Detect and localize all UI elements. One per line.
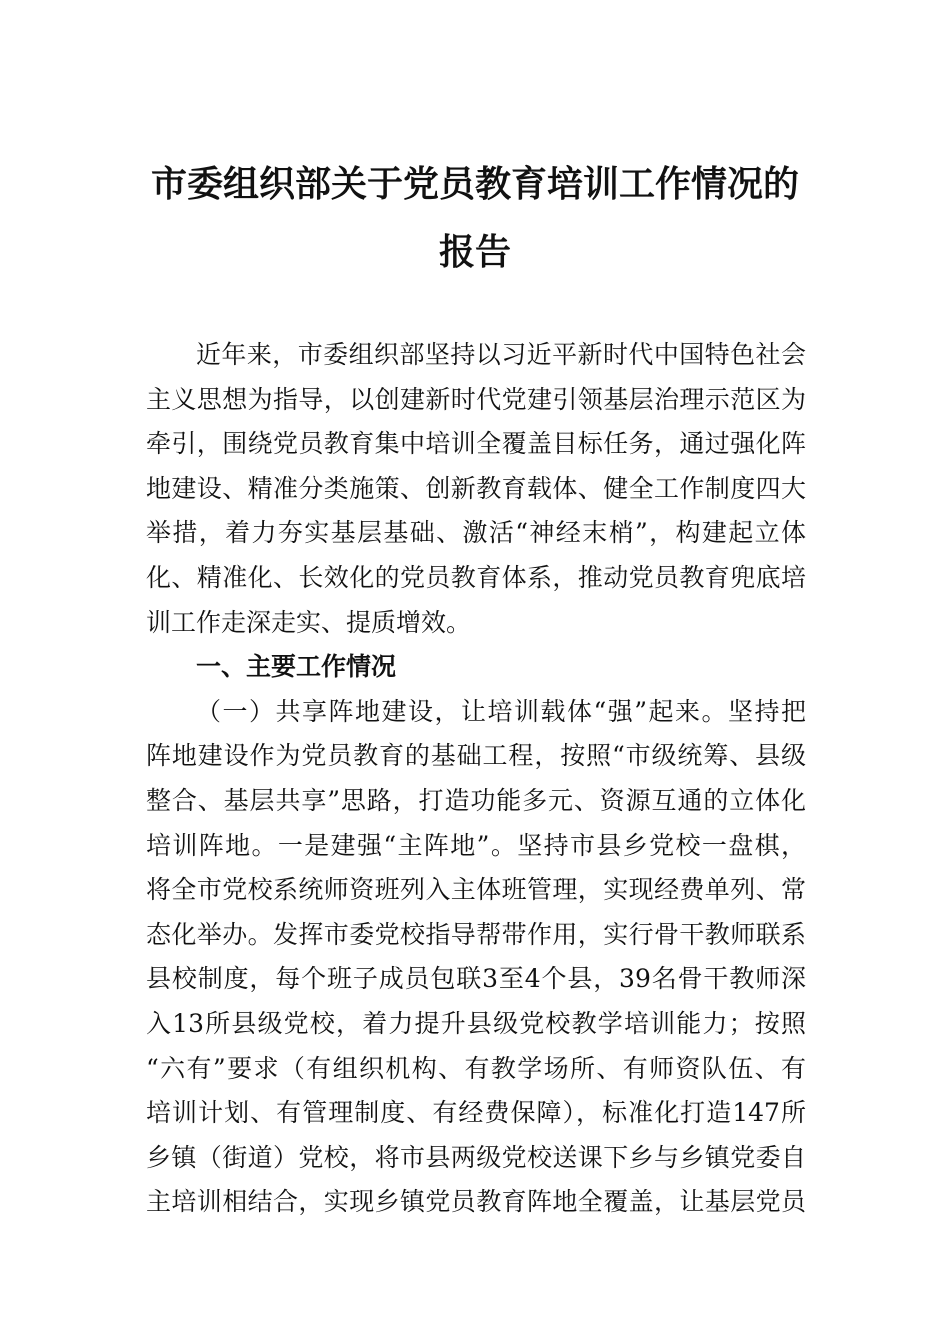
section-line: 县校制度，每个班子成员包联3至4个县，39名骨干教师深: [146, 964, 806, 994]
document-title-line-2: 报告: [438, 231, 511, 273]
intro-line: 地建设、精准分类施策、创新教育载体、健全工作制度四大: [146, 473, 806, 503]
section-line: 态化举办。发挥市委党校指导帮带作用，实行骨干教师联系: [146, 919, 806, 949]
section-line: 培训计划、有管理制度、有经费保障），标准化打造147所: [146, 1098, 806, 1128]
document-title-line-1: 市委组织部关于党员教育培训工作情况的: [150, 163, 799, 205]
section-line: 整合、基层共享”思路，打造功能多元、资源互通的立体化: [146, 785, 806, 815]
intro-line: 举措，着力夯实基层基础、激活“神经末梢”，构建起立体: [146, 518, 806, 548]
intro-line: 训工作走深走实、提质增效。: [146, 607, 472, 637]
section-line: “六有”要求（有组织机构、有教学场所、有师资队伍、有: [146, 1053, 806, 1083]
intro-line: 近年来，市委组织部坚持以习近平新时代中国特色社会: [196, 340, 806, 369]
section-heading: 一、主要工作情况: [196, 652, 397, 682]
intro-line: 主义思想为指导，以创建新时代党建引领基层治理示范区为: [146, 384, 806, 414]
section-line: 培训阵地。一是建强“主阵地”。坚持市县乡党校一盘棋，: [146, 830, 806, 860]
section-line: 入13所县级党校，着力提升县级党校教学培训能力；按照: [146, 1008, 806, 1038]
section-line: 将全市党校系统师资班列入主体班管理，实现经费单列、常: [146, 875, 806, 905]
section-line: 乡镇（街道）党校，将市县两级党校送课下乡与乡镇党委自: [146, 1142, 806, 1172]
intro-line: 牵引，围绕党员教育集中培训全覆盖目标任务，通过强化阵: [146, 429, 806, 459]
section-line: 阵地建设作为党员教育的基础工程，按照“市级统筹、县级: [146, 741, 806, 771]
section-line: （一）共享阵地建设，让培训载体“强”起来。坚持把: [196, 696, 806, 726]
document-body: [146, 333, 806, 1225]
intro-line: 化、精准化、长效化的党员教育体系，推动党员教育兜底培: [146, 562, 806, 592]
section-line: 主培训相结合，实现乡镇党员教育阵地全覆盖，让基层党员: [146, 1187, 806, 1217]
